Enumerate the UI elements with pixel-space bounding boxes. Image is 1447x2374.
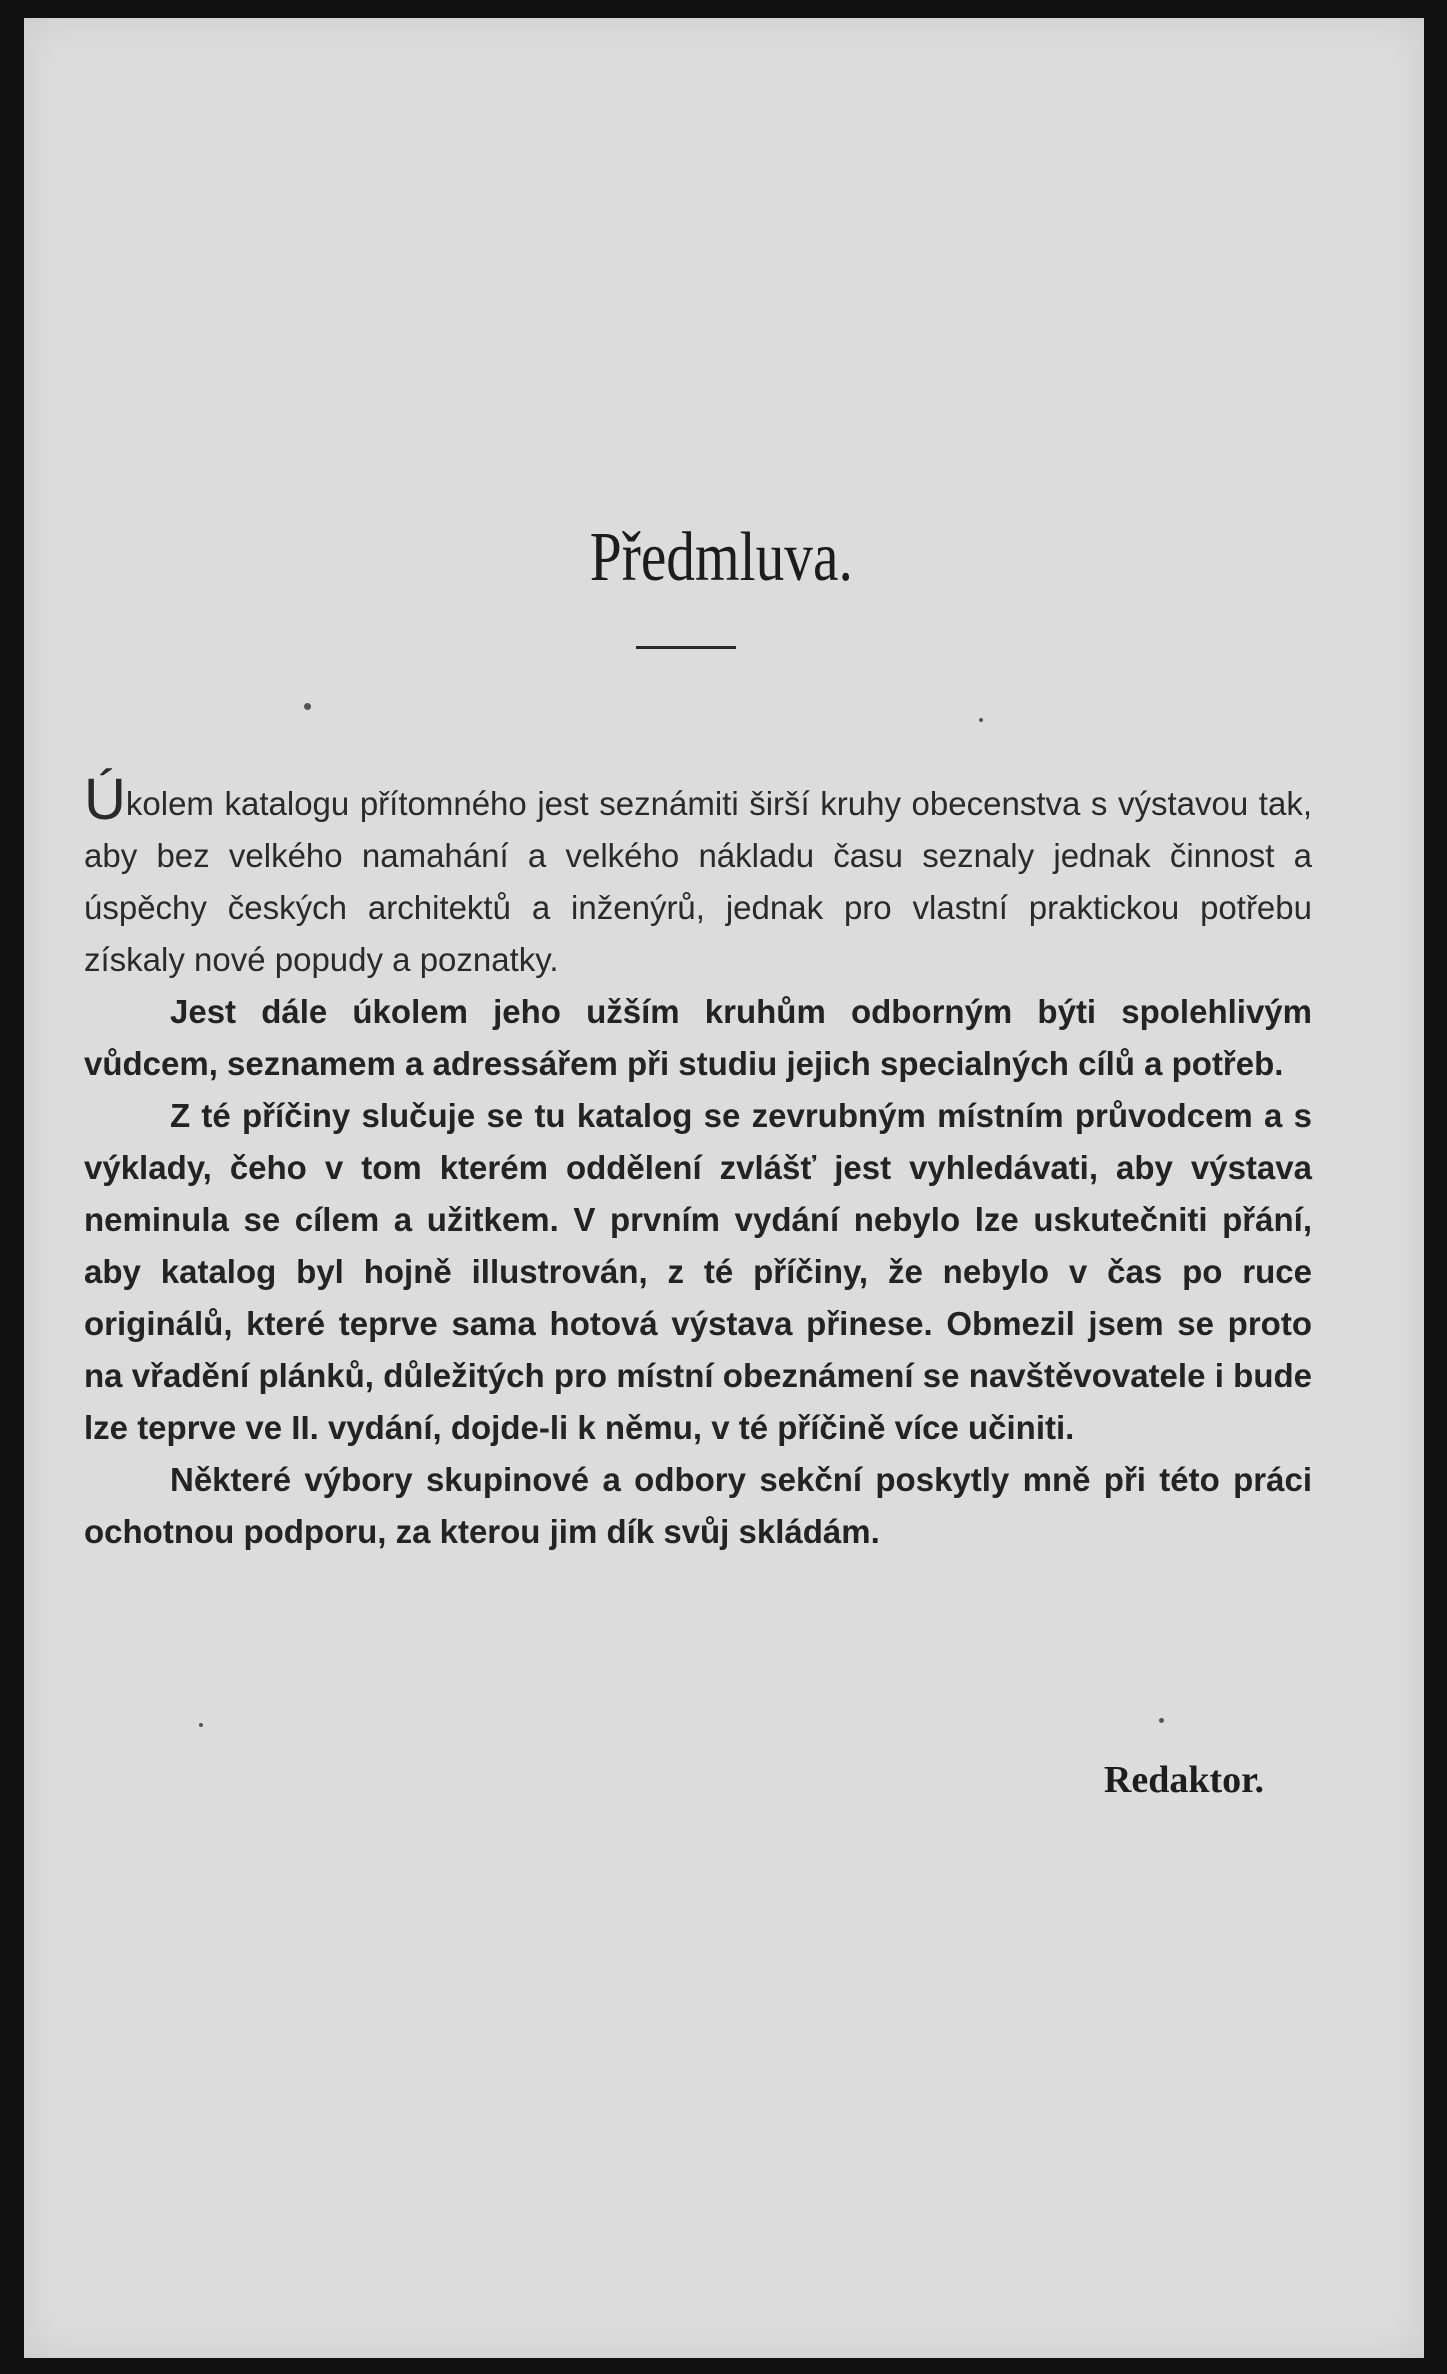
title-divider <box>636 646 736 649</box>
signature: Redaktor. <box>1103 1759 1264 1801</box>
paper-speck <box>199 1723 203 1727</box>
paragraph-4: Některé výbory skupinové a odbory sekční poskytly mně při této práci ochotnou podporu, za kterou jim dík svůj skládám. <box>84 1461 1312 1550</box>
page-title: Předmluva. <box>589 519 853 596</box>
paragraph-2: Jest dále úkolem jeho užším kruhům odborným býti spolehlivým vůdcem, seznamem a adressářem při studiu jejich specialných cílů a potřeb. <box>84 993 1312 1082</box>
document-page <box>24 18 1424 2358</box>
paragraph-3: Z té příčiny slučuje se tu katalog se zevrubným místním průvodcem a s výklady, čeho v tom kterém oddělení zvlášť jest vyhledávati, aby výstava neminula se cílem a užitkem. V prvním vydání nebylo lze uskutečniti přání, aby katalog byl hojně illustrován, z té příčiny, že nebylo v čas po ruce originálů, které teprve sama hotová výstava přinese. Obmezil jsem se proto na vřadění plánků, důležitých pro místní obeznámení se navštěvovatele i bude lze teprve ve II. vydání, dojde-li k němu, v té příčině více učiniti. <box>84 1097 1312 1446</box>
paper-speck <box>1159 1718 1164 1723</box>
paragraph-1-text: kolem katalogu přítomného jest seznámiti širší kruhy obecenstva s výstavou tak, aby bez velkého namahání a velkého nákladu času seznaly jednak činnost a úspěchy českých architektů a inženýrů, jednak pro vlastní praktickou potřebu získaly nové popudy a poznatky. <box>84 785 1312 978</box>
paper-speck <box>304 703 311 710</box>
paragraph-1 <box>84 767 1312 986</box>
drop-cap: Ú <box>84 767 126 832</box>
paper-speck <box>979 718 983 722</box>
preface-body <box>84 767 1312 1558</box>
